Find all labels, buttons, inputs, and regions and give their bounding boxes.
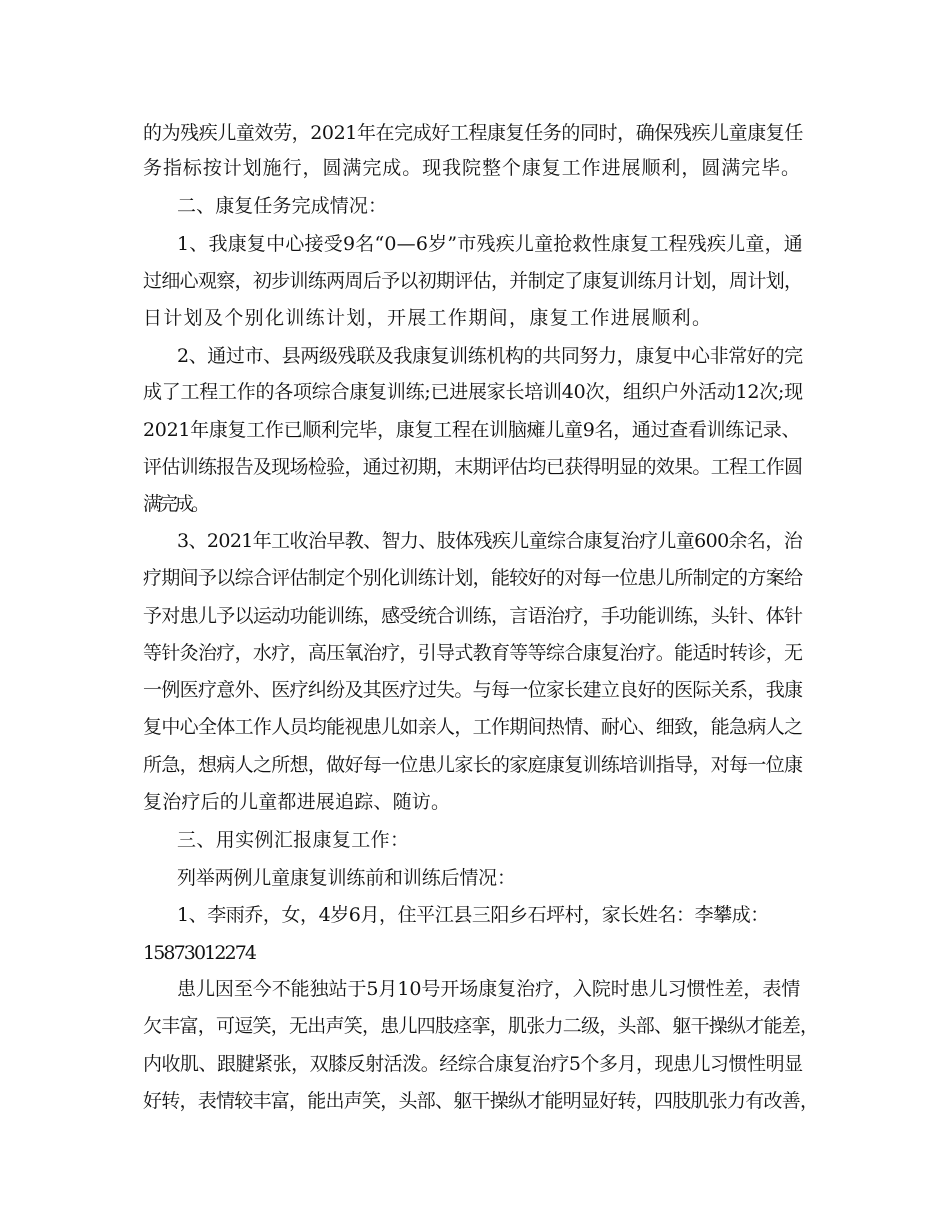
text-line-10: 评估训练报告及现场检验，通过初期，末期评估均已获得明显的效果。工程工作圆 (143, 456, 803, 478)
text-line-8: 成了工程工作的各项综合康复训练;已进展家长培训40次，组织户外活动12次;现 (143, 381, 803, 403)
text-line-13: 疗期间予以综合评估制定个别化训练计划，能较好的对每一位患儿所制定的方案给 (143, 567, 803, 589)
text-line-7: 2、通过市、县两级残联及我康复训练机构的共同努力，康复中心非常好的完 (177, 345, 803, 367)
text-line-18: 所急，想病人之所想，做好每一位患儿家长的家庭康复训练培训指导，对每一位康 (143, 754, 803, 776)
text-line-14: 予对患儿予以运动功能训练，感受统合训练，言语治疗，手功能训练，头针、体针 (143, 605, 803, 627)
text-line-20: 三、用实例汇报康复工作： (177, 829, 410, 851)
text-line-22: 1、李雨乔，女，4岁6月，住平江县三阳乡石坪村，家长姓名：李攀成： (177, 904, 769, 926)
text-line-27: 好转，表情较丰富，能出声笑，头部、躯干操纵才能明显好转，四肢肌张力有改善， (143, 1090, 819, 1112)
text-line-17: 复中心全体工作人员均能视患儿如亲人，工作期间热情、耐心、细致，能急病人之 (143, 716, 803, 738)
text-line-21: 列举两例儿童康复训练前和训练后情况： (177, 867, 516, 889)
text-line-9: 2021年康复工作已顺利完毕，康复工程在训脑瘫儿童9名，通过查看训练记录、 (143, 419, 801, 441)
text-line-3: 二、康复任务完成情况： (177, 195, 388, 217)
text-line-6: 日计划及个别化训练计划，开展工作期间，康复工作进展顺利。 (143, 307, 713, 329)
text-line-23: 15873012274 (143, 942, 256, 964)
text-line-24: 患儿因至今不能独站于5月10号开场康复治疗，入院时患儿习惯性差，表情 (177, 978, 801, 1000)
text-line-11: 满完成。 (143, 493, 208, 515)
text-line-5: 过细心观察，初步训练两周后予以初期评估，并制定了康复训练月计划，周计划， (143, 270, 803, 292)
text-line-2: 务指标按计划施行，圆满完成。现我院整个康复工作进展顺利，圆满完毕。 (143, 157, 801, 179)
text-line-25: 欠丰富，可逗笑，无出声笑，患儿四肢痉挛，肌张力二级，头部、躯干操纵才能差， (143, 1015, 819, 1037)
text-line-12: 3、2021年工收治早教、智力、肢体残疾儿童综合康复治疗儿童600余名，治 (177, 530, 803, 552)
text-line-16: 一例医疗意外、医疗纠纷及其医疗过失。与每一位家长建立良好的医际关系，我康 (143, 679, 803, 701)
text-line-15: 等针灸治疗，水疗，高压氧治疗，引导式教育等等综合康复治疗。能适时转诊，无 (143, 642, 803, 664)
text-line-1: 的为残疾儿童效劳，2021年在完成好工程康复任务的同时，确保残疾儿童康复任 (143, 122, 803, 144)
text-line-26: 内收肌、跟腱紧张，双膝反射活泼。经综合康复治疗5个多月，现患儿习惯性明显 (143, 1053, 803, 1075)
text-line-19: 复治疗后的儿童都进展追踪、随访。 (143, 791, 451, 813)
text-line-4: 1、我康复中心接受9名“0—6岁”市残疾儿童抢救性康复工程残疾儿童，通 (177, 233, 803, 255)
